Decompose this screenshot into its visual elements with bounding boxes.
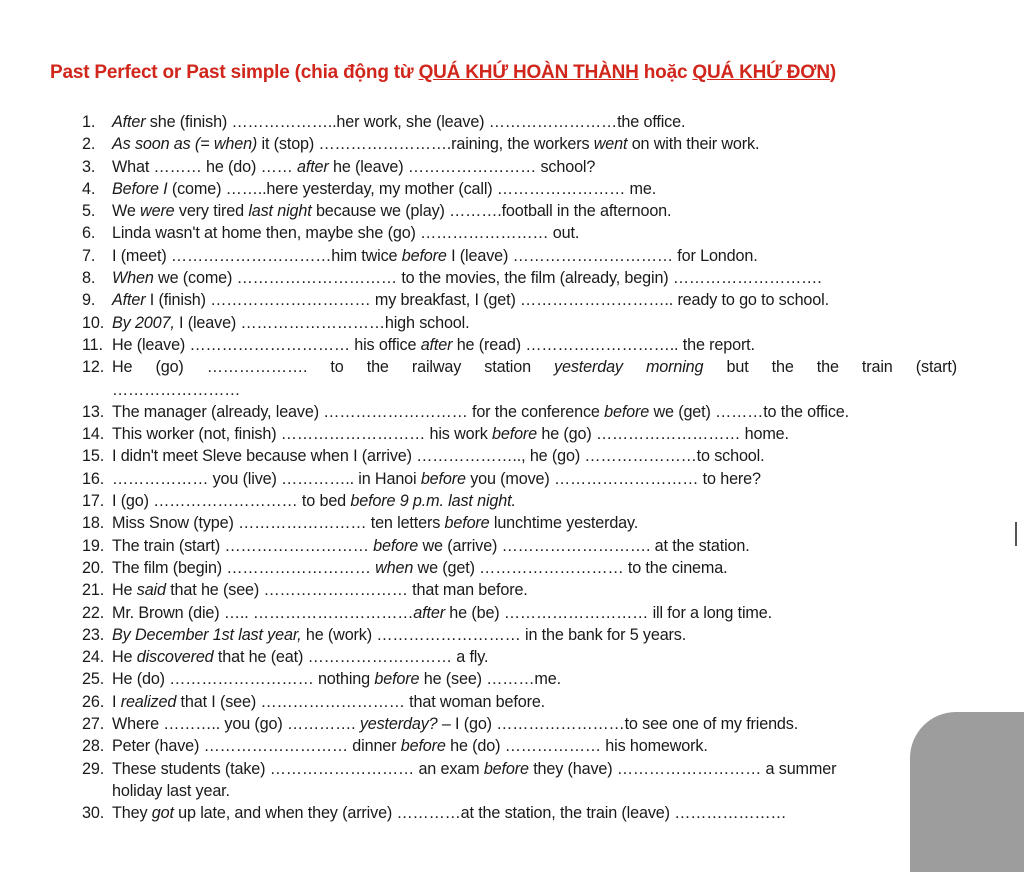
italic-text: before — [492, 425, 542, 444]
exercise-number: 7. — [82, 246, 96, 265]
exercise-number: 25. — [82, 670, 105, 689]
exercise-number: 29. — [82, 759, 105, 778]
edge-mark — [1015, 522, 1017, 546]
exercise-text: He (do) ……………………… nothing — [112, 670, 375, 689]
italic-text: before — [483, 759, 534, 778]
italic-text: realized — [120, 692, 181, 711]
exercise-text: …………………… — [112, 380, 241, 399]
exercise-text: ……………… you (live) ………….. in Hanoi — [112, 469, 421, 488]
italic-text: Before I — [112, 179, 172, 198]
exercise-number: 24. — [82, 648, 105, 667]
italic-text: As soon as (= when) — [112, 135, 262, 154]
exercise-number: 26. — [82, 692, 105, 711]
exercise-item — [82, 334, 962, 356]
exercise-item — [82, 802, 962, 824]
exercise-item — [82, 133, 962, 155]
exercise-text: but the the train (start) — [726, 358, 957, 377]
italic-text: after — [297, 157, 333, 176]
exercise-text: We — [112, 202, 141, 221]
exercise-text: he (go) ……………………… home. — [541, 425, 789, 444]
exercise-item — [82, 535, 962, 557]
exercise-text: I (leave) ………………………… for London. — [451, 246, 758, 265]
italic-text: when — [375, 558, 418, 577]
exercise-text: I didn't meet Sleve because when I (arrive) ……………….., he (go) …………………to school. — [112, 447, 765, 466]
italic-text: before — [374, 670, 424, 689]
exercise-number: 3. — [82, 157, 96, 176]
italic-text: before — [604, 402, 654, 421]
exercise-item — [82, 312, 962, 334]
exercise-text: he (see) ………me. — [423, 670, 561, 689]
exercise-text: that he (eat) ……………………… a fly. — [217, 648, 489, 667]
exercise-number: 5. — [82, 202, 96, 221]
title-underline-2: QUÁ KHỨ ĐƠN — [692, 62, 830, 83]
exercise-number: 11. — [82, 335, 103, 354]
exercise-text: I (go) ……………………… to bed — [112, 492, 351, 511]
exercise-number: 4. — [82, 179, 96, 198]
exercise-item — [82, 445, 962, 467]
exercise-text: – I (go) ……………………to see one of my friends. — [441, 715, 799, 734]
italic-text: After — [112, 291, 150, 310]
exercise-item — [82, 401, 962, 423]
exercise-item — [82, 602, 962, 624]
exercise-text: I (finish) ………………………… my breakfast, I (get) ……………………….. ready to go to school. — [149, 291, 829, 310]
italic-text: before — [444, 514, 494, 533]
exercise-number: 6. — [82, 224, 96, 243]
exercise-text: he (read) ……………………….. the report. — [456, 335, 755, 354]
exercise-continuation — [82, 780, 962, 802]
exercise-text: lunchtime yesterday. — [493, 514, 639, 533]
exercise-text: Mr. Brown (die) ….. ………………………… — [112, 603, 414, 622]
exercise-number: 18. — [82, 514, 105, 533]
italic-text: after — [413, 603, 450, 622]
italic-text: By December 1st last year, — [112, 625, 306, 644]
exercise-text: Peter (have) ……………………… dinner — [112, 737, 401, 756]
exercise-item — [82, 758, 962, 780]
exercise-item — [82, 468, 962, 490]
exercise-text: up late, and when they (arrive) …………at the station, the train (leave) ………………… — [178, 804, 787, 823]
exercise-continuation — [82, 379, 962, 401]
exercise-text: I (meet) …………………………him twice — [112, 246, 402, 265]
italic-text: before — [373, 536, 423, 555]
exercise-number: 19. — [82, 536, 105, 555]
italic-text: got — [151, 804, 179, 823]
exercise-text: he (work) ……………………… in the bank for 5 years. — [305, 625, 687, 644]
italic-text: discovered — [136, 648, 218, 667]
exercise-number: 13. — [82, 402, 105, 421]
italic-text: went — [593, 135, 632, 154]
exercise-item — [82, 356, 957, 378]
exercise-item — [82, 111, 962, 133]
italic-text: said — [136, 581, 171, 600]
title-prefix: Past Perfect or Past simple (chia động từ — [50, 62, 419, 83]
italic-text: yesterday morning — [554, 358, 727, 377]
exercise-text: they (have) ……………………… a summer — [533, 759, 837, 778]
exercise-text: He (leave) ………………………… his office — [112, 335, 421, 354]
exercise-text: He — [112, 648, 137, 667]
exercise-item — [82, 668, 962, 690]
exercise-number: 15. — [82, 447, 105, 466]
exercise-item — [82, 624, 962, 646]
exercise-number: 9. — [82, 291, 96, 310]
exercise-item — [82, 200, 962, 222]
exercise-item — [82, 222, 962, 244]
exercise-text: we (get) ………to the office. — [653, 402, 849, 421]
title-underline-1: QUÁ KHỨ HOÀN THÀNH — [418, 62, 639, 83]
exercise-item — [82, 156, 962, 178]
exercise-text: The train (start) ……………………… — [112, 536, 374, 555]
exercise-text: very tired — [178, 202, 249, 221]
exercise-text: he (be) ……………………… ill for a long time. — [449, 603, 772, 622]
exercise-text: he (leave) …………………… school? — [333, 157, 596, 176]
italic-text: last night — [248, 202, 316, 221]
exercise-text: because we (play) ……….football in the afternoon. — [315, 202, 672, 221]
exercise-text: What ……… he (do) …… — [112, 157, 297, 176]
exercise-item — [82, 245, 962, 267]
exercise-text: on with their work. — [631, 135, 760, 154]
exercise-text: we (get) ……………………… to the cinema. — [417, 558, 728, 577]
exercise-item — [82, 691, 962, 713]
title-mid: hoặc — [638, 62, 693, 83]
italic-text: yesterday? — [359, 715, 442, 734]
exercise-number: 20. — [82, 558, 105, 577]
italic-text: When — [112, 269, 159, 288]
italic-text: were — [140, 202, 179, 221]
exercise-number: 28. — [82, 737, 105, 756]
exercise-text: we (come) ………………………… to the movies, the film (already, begin) ………………………. — [158, 269, 822, 288]
exercise-item — [82, 579, 962, 601]
exercise-item — [82, 178, 962, 200]
exercise-text: These students (take) ……………………… an exam — [112, 759, 484, 778]
exercise-text: we (arrive) ………………………. at the station. — [422, 536, 750, 555]
exercise-item — [82, 646, 962, 668]
exercise-number: 27. — [82, 715, 105, 734]
exercise-list — [82, 111, 962, 825]
exercise-number: 21. — [82, 581, 105, 600]
italic-text: before 9 p.m. last night. — [350, 492, 516, 511]
exercise-number: 22. — [82, 603, 105, 622]
exercise-number: 12. — [82, 358, 105, 377]
exercise-text: it (stop) …………………….raining, the workers — [261, 135, 594, 154]
exercise-item — [82, 512, 962, 534]
exercise-text: Where ……….. you (go) …………. — [112, 715, 360, 734]
exercise-number: 8. — [82, 269, 96, 288]
exercise-text: that I (see) ……………………… that woman before. — [180, 692, 546, 711]
exercise-item — [82, 289, 962, 311]
exercise-text: The manager (already, leave) ……………………… for the conference — [112, 402, 605, 421]
italic-text: After — [112, 113, 150, 131]
exercise-item — [82, 267, 962, 289]
italic-text: By 2007, — [112, 313, 180, 332]
exercise-text: holiday last year. — [112, 781, 230, 800]
exercise-number: 1. — [82, 113, 96, 131]
corner-overlay — [910, 712, 1024, 872]
exercise-number: 14. — [82, 425, 105, 444]
exercise-text: Linda wasn't at home then, maybe she (go) …………………… out. — [112, 224, 580, 243]
italic-text: before — [400, 737, 451, 756]
exercise-text: he (do) ……………… his homework. — [450, 737, 708, 756]
italic-text: after — [420, 335, 457, 354]
exercise-number: 17. — [82, 492, 105, 511]
italic-text: before — [420, 469, 471, 488]
exercise-number: 30. — [82, 804, 105, 823]
exercise-text: They — [112, 804, 152, 823]
exercise-item — [82, 735, 962, 757]
exercise-item — [82, 557, 962, 579]
exercise-number: 16. — [82, 469, 105, 488]
exercise-text: you (move) ……………………… to here? — [470, 469, 761, 488]
exercise-text: He (go) ………………. to the railway station — [112, 358, 555, 377]
worksheet-title — [50, 62, 836, 84]
italic-text: before — [401, 246, 452, 265]
exercise-text: He — [112, 581, 137, 600]
exercise-text: that he (see) ……………………… that man before. — [170, 581, 528, 600]
exercise-text: The film (begin) ……………………… — [112, 558, 376, 577]
exercise-item — [82, 423, 962, 445]
exercise-item — [82, 713, 962, 735]
exercise-item — [82, 490, 962, 512]
exercise-number: 10. — [82, 313, 105, 332]
exercise-number: 2. — [82, 135, 96, 154]
exercise-text: (come) ……..here yesterday, my mother (call) …………………… me. — [171, 179, 657, 198]
exercise-text: I (leave) ………………………high school. — [179, 313, 470, 332]
exercise-text: she (finish) ………………..her work, she (leave) ……………………the office. — [149, 113, 686, 131]
exercise-text: I — [112, 692, 121, 711]
title-suffix: ) — [829, 62, 836, 83]
exercise-text: Miss Snow (type) …………………… ten letters — [112, 514, 445, 533]
exercise-text: This worker (not, finish) ……………………… his work — [112, 425, 493, 444]
exercise-number: 23. — [82, 625, 105, 644]
